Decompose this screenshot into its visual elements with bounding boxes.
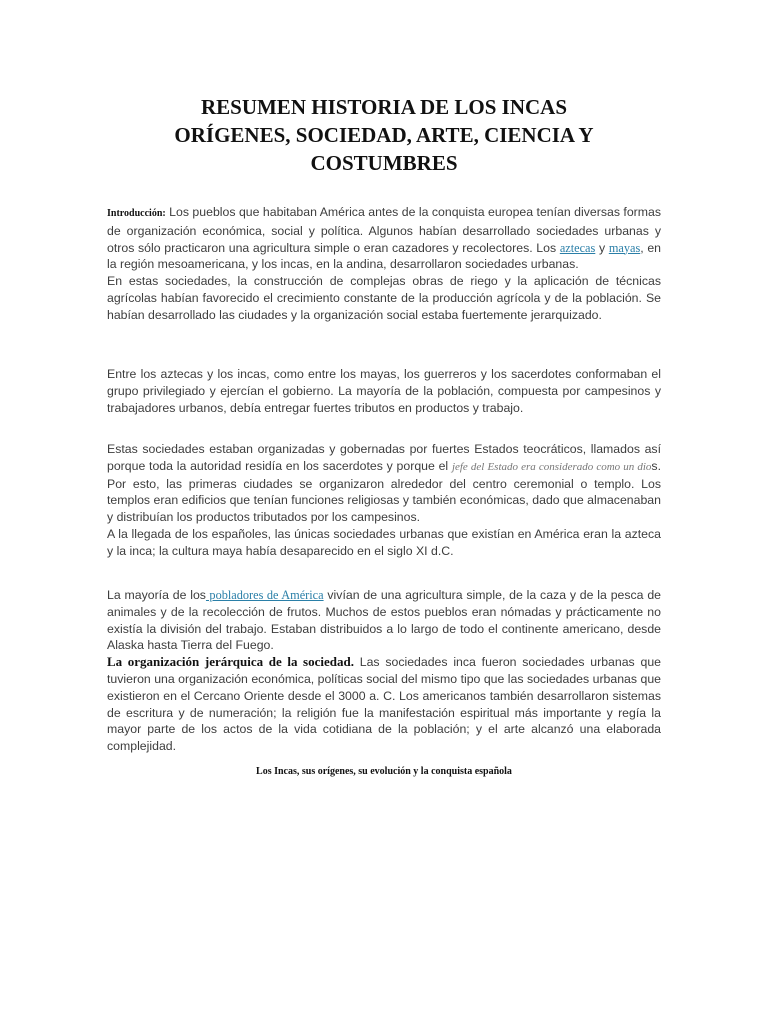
link-pobladores-de-america[interactable]: pobladores de América (205, 588, 324, 602)
paragraph-3 (107, 441, 661, 560)
link-aztecas[interactable]: aztecas (559, 240, 596, 255)
title-line-2: ORÍGENES, SOCIEDAD, ARTE, CIENCIA Y (174, 123, 594, 147)
para4-text-1: La mayoría de los (107, 588, 206, 602)
intro-text-3: En estas sociedades, la construcción de complejas obras de riego y la aplicación de técnicas agrícolas habían favorecido el crecimiento constante de la producción agrícola y de la población. Se habían desarrollado las ciudades y la organización social estaba fuertemente jerarquizado. (107, 274, 661, 322)
para3-text-2: s. Por esto, las primeras ciudades se organizaron alrededor del centro ceremonial o templo. Los templos eran edificios que tenían funciones religiosas y también económicas, dado que almacenaban y distribuían los productos tributados por los campesinos. (107, 458, 661, 525)
paragraph-4 (107, 587, 661, 755)
para4-text-3: Las sociedades inca fueron sociedades urbanas que tuvieron una organización económica, políticas social del mismo tipo que las sociedades urbanas que existieron en el Cercano Oriente desde el 3000 a. C. Los americanos también desarrollaron sistemas de escritura y de numeración; la religión fue la manifestación espiritual más importante y regía la mayor parte de los actos de la vida cotidiana de la población; y el arte alcanzó una elaborada complejidad. (107, 655, 661, 754)
intro-label: Introducción: (107, 208, 166, 219)
intro-text-2: , en la región mesoamericana, y los incas, en la andina, desarrollaron sociedades urbanas. (107, 240, 662, 272)
para3-text-1: Estas sociedades estaban organizadas y gobernadas por fuertes Estados teocráticos, llamados así porque toda la autoridad residía en los sacerdotes y porque el (107, 442, 661, 473)
link-mayas[interactable]: mayas (608, 240, 641, 255)
para3-text-3: A la llegada de los españoles, las únicas sociedades urbanas que existían en América eran la azteca y la inca; la cultura maya había desaparecido en el siglo XI d.C. (107, 526, 661, 558)
title-line-3: COSTUMBRES (310, 151, 458, 175)
intro-paragraph (107, 204, 661, 324)
para4-text-2: vivían de una agricultura simple, de la caza y de la pesca de animales y de la recolección de frutos. Muchos de estos pueblos eran nómadas y prácticamente no existía la división del trabajo. Estaban distribuidos a lo largo de todo el continente americano, desde Alaska hasta Tierra del Fuego. (107, 588, 661, 653)
intro-text-1: Los pueblos que habitaban América antes de la conquista europea tenían diversas formas de organización económica, social y política. Algunos habían desarrollado sociedades urbanas y otros sólo practicaron una agricultura simple o eran cazadores y recolectores. Los (107, 205, 661, 255)
intro-text-y: y (595, 240, 609, 255)
page-title (107, 93, 661, 177)
figure-caption: Los Incas, sus orígenes, su evolución y la conquista española (256, 766, 512, 777)
section-heading-organizacion: La organización jerárquica de la sociedad. (107, 654, 354, 670)
paragraph-2: Entre los aztecas y los incas, como entre los mayas, los guerreros y los sacerdotes conformaban el grupo privilegiado y ejercían el gobierno. La mayoría de la población, compuesta por campesinos y trabajadores urbanos, debía entregar fuertes tributos en productos y trabajo. (107, 367, 661, 415)
title-line-1: RESUMEN HISTORIA DE LOS INCAS (200, 95, 568, 119)
para3-italic: jefe del Estado era considerado como un dio (451, 460, 652, 473)
